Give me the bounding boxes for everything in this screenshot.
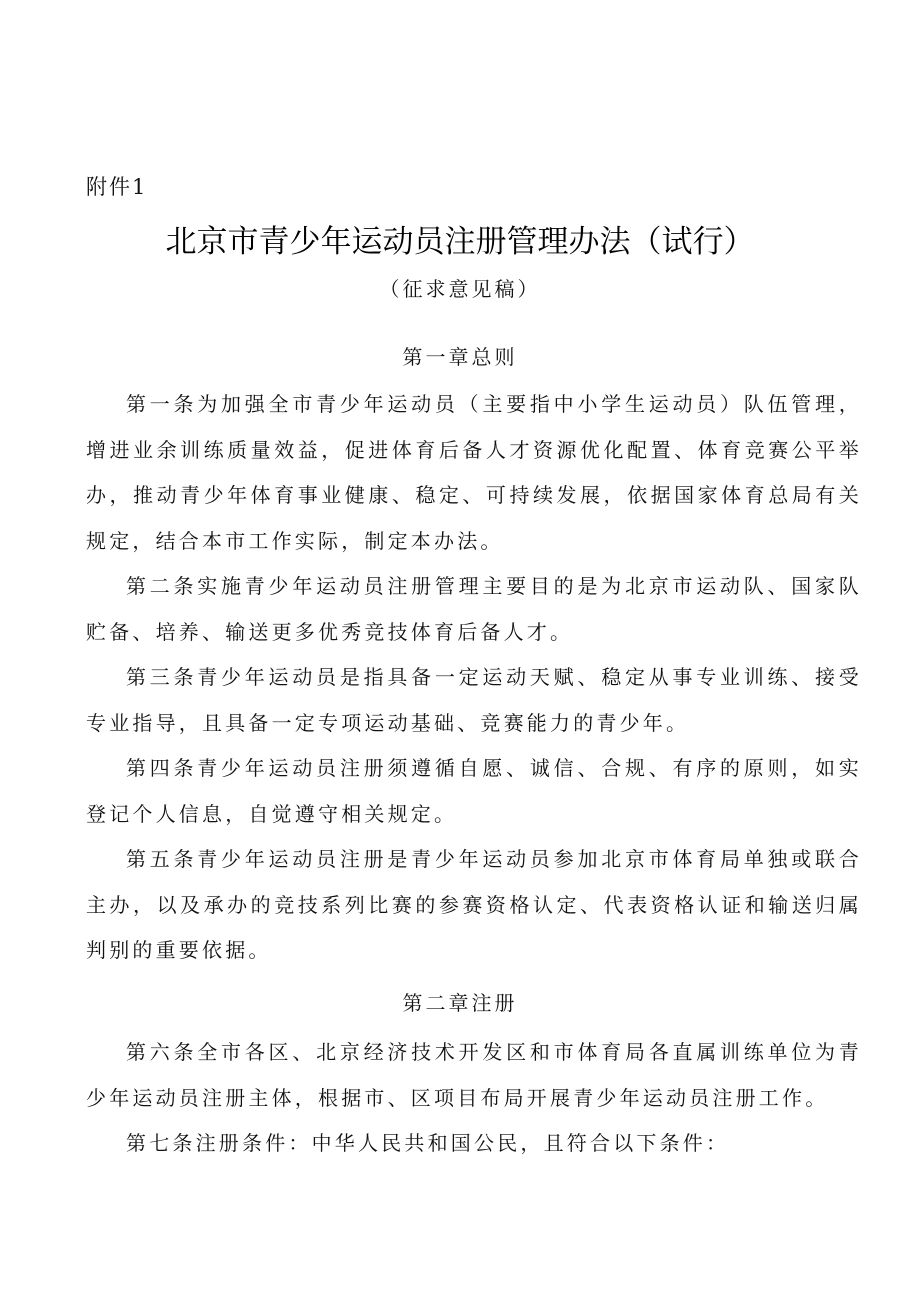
article-4: 第四条青少年运动员注册须遵循自愿、诚信、合规、有序的原则，如实登记个人信息，自觉遵守相关规定。 <box>86 756 862 826</box>
chapter-registration-articles <box>86 1030 862 1167</box>
article-5: 第五条青少年运动员注册是青少年运动员参加北京市体育局单独或联合主办，以及承办的竞技系列比赛的参赛资格认定、代表资格认证和输送归属判别的重要依据。 <box>86 847 862 962</box>
document-title: 北京市青少年运动员注册管理办法（试行） <box>165 224 755 260</box>
article-7: 第七条注册条件：中华人民共和国公民，且符合以下条件： <box>126 1131 730 1155</box>
article-6: 第六条全市各区、北京经济技术开发区和市体育局各直属训练单位为青少年运动员注册主体，根据市、区项目布局开展青少年运动员注册工作。 <box>86 1040 862 1110</box>
chapter-general-articles <box>86 382 862 974</box>
article-2: 第二条实施青少年运动员注册管理主要目的是为北京市运动队、国家队贮备、培养、输送更多优秀竞技体育后备人才。 <box>86 574 862 644</box>
article-3: 第三条青少年运动员是指具备一定运动天赋、稳定从事专业训练、接受专业指导，且具备一定专项运动基础、竞赛能力的青少年。 <box>86 665 862 735</box>
chapter-heading-registration: 第二章注册 <box>402 991 518 1015</box>
attachment-label: 附件1 <box>86 175 148 199</box>
chapter-heading-general: 第一章总则 <box>402 345 518 369</box>
document-subtitle: （征求意见稿） <box>379 277 541 301</box>
article-1: 第一条为加强全市青少年运动员（主要指中小学生运动员）队伍管理，增进业余训练质量效益，促进体育后备人才资源优化配置、体育竞赛公平举办，推动青少年体育事业健康、稳定、可持续发展，依据国家体育总局有关规定，结合本市工作实际，制定本办法。 <box>86 392 862 553</box>
